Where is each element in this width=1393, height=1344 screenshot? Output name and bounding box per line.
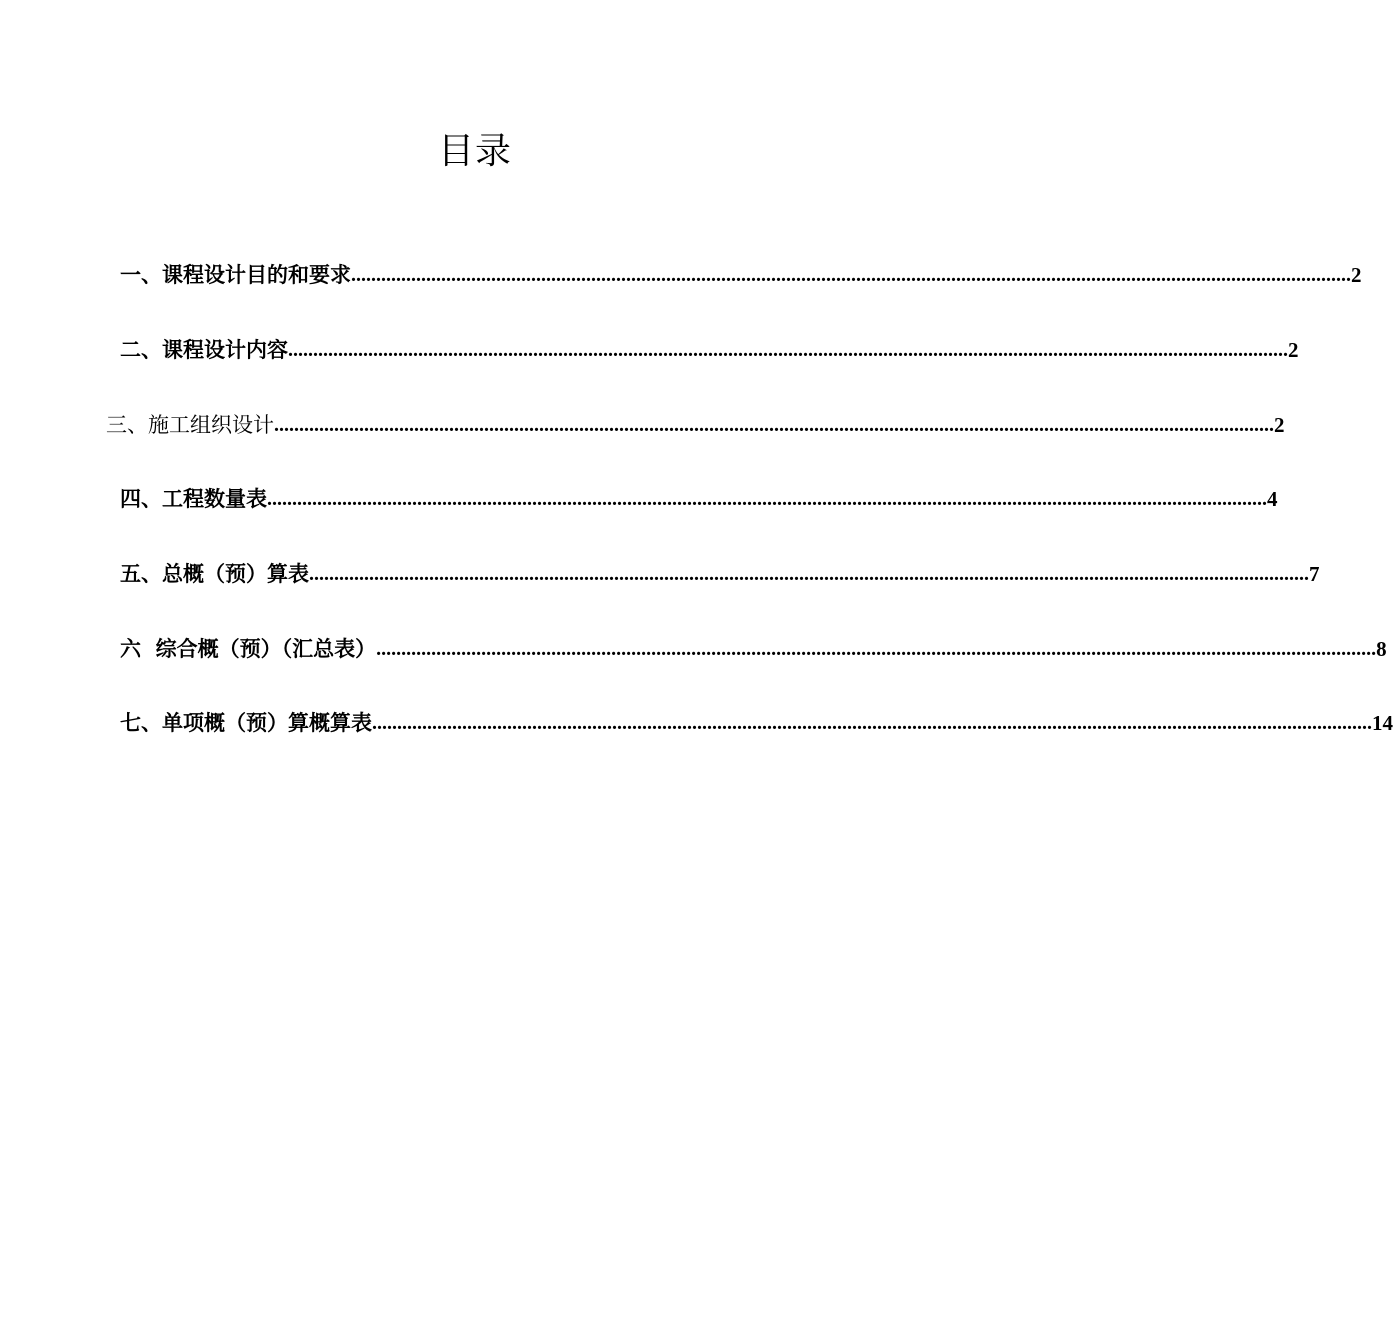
toc-entry[interactable]: [120, 559, 1320, 589]
toc-page-number: 14: [1372, 711, 1393, 735]
toc-entry-label: 五、总概（预）算表: [120, 561, 309, 586]
toc-entry-label: 七、单项概（预）算概算表: [120, 710, 372, 735]
toc-entry-label: 一、课程设计目的和要求: [120, 262, 351, 287]
toc-entry[interactable]: [120, 708, 1393, 738]
toc-entry[interactable]: [120, 335, 1299, 365]
toc-page-number: 2: [1288, 338, 1299, 362]
toc-title: 目录: [437, 131, 512, 172]
toc-entry-label: 三、施工组织设计: [106, 413, 274, 437]
toc-dot-leader: ........................................................................................................................................................................................................: [309, 563, 1309, 585]
toc-entry-label: 四、工程数量表: [120, 486, 267, 511]
toc-dot-leader: ........................................................................................................................................................................................................: [372, 712, 1372, 734]
toc-dot-leader: ........................................................................................................................................................................................................: [351, 264, 1351, 286]
toc-page-number: 4: [1267, 487, 1278, 511]
toc-page-number: 2: [1274, 413, 1285, 437]
toc-dot-leader: ........................................................................................................................................................................................................: [288, 339, 1288, 361]
toc-dot-leader: ........................................................................................................................................................................................................: [274, 414, 1274, 436]
toc-page-number: 8: [1376, 637, 1387, 661]
toc-entry-label: 二、课程设计内容: [120, 337, 288, 362]
toc-dot-leader: ........................................................................................................................................................................................................: [376, 638, 1377, 660]
toc-entry[interactable]: [120, 634, 1387, 664]
toc-entry[interactable]: [120, 484, 1278, 514]
toc-page-number: 7: [1309, 562, 1320, 586]
toc-dot-leader: ........................................................................................................................................................................................................: [267, 488, 1267, 510]
toc-entry[interactable]: [120, 260, 1362, 290]
toc-entry-label: 六 综合概（预）（汇总表）: [120, 636, 377, 661]
toc-entry[interactable]: [106, 410, 1285, 440]
toc-page-number: 2: [1351, 263, 1362, 287]
